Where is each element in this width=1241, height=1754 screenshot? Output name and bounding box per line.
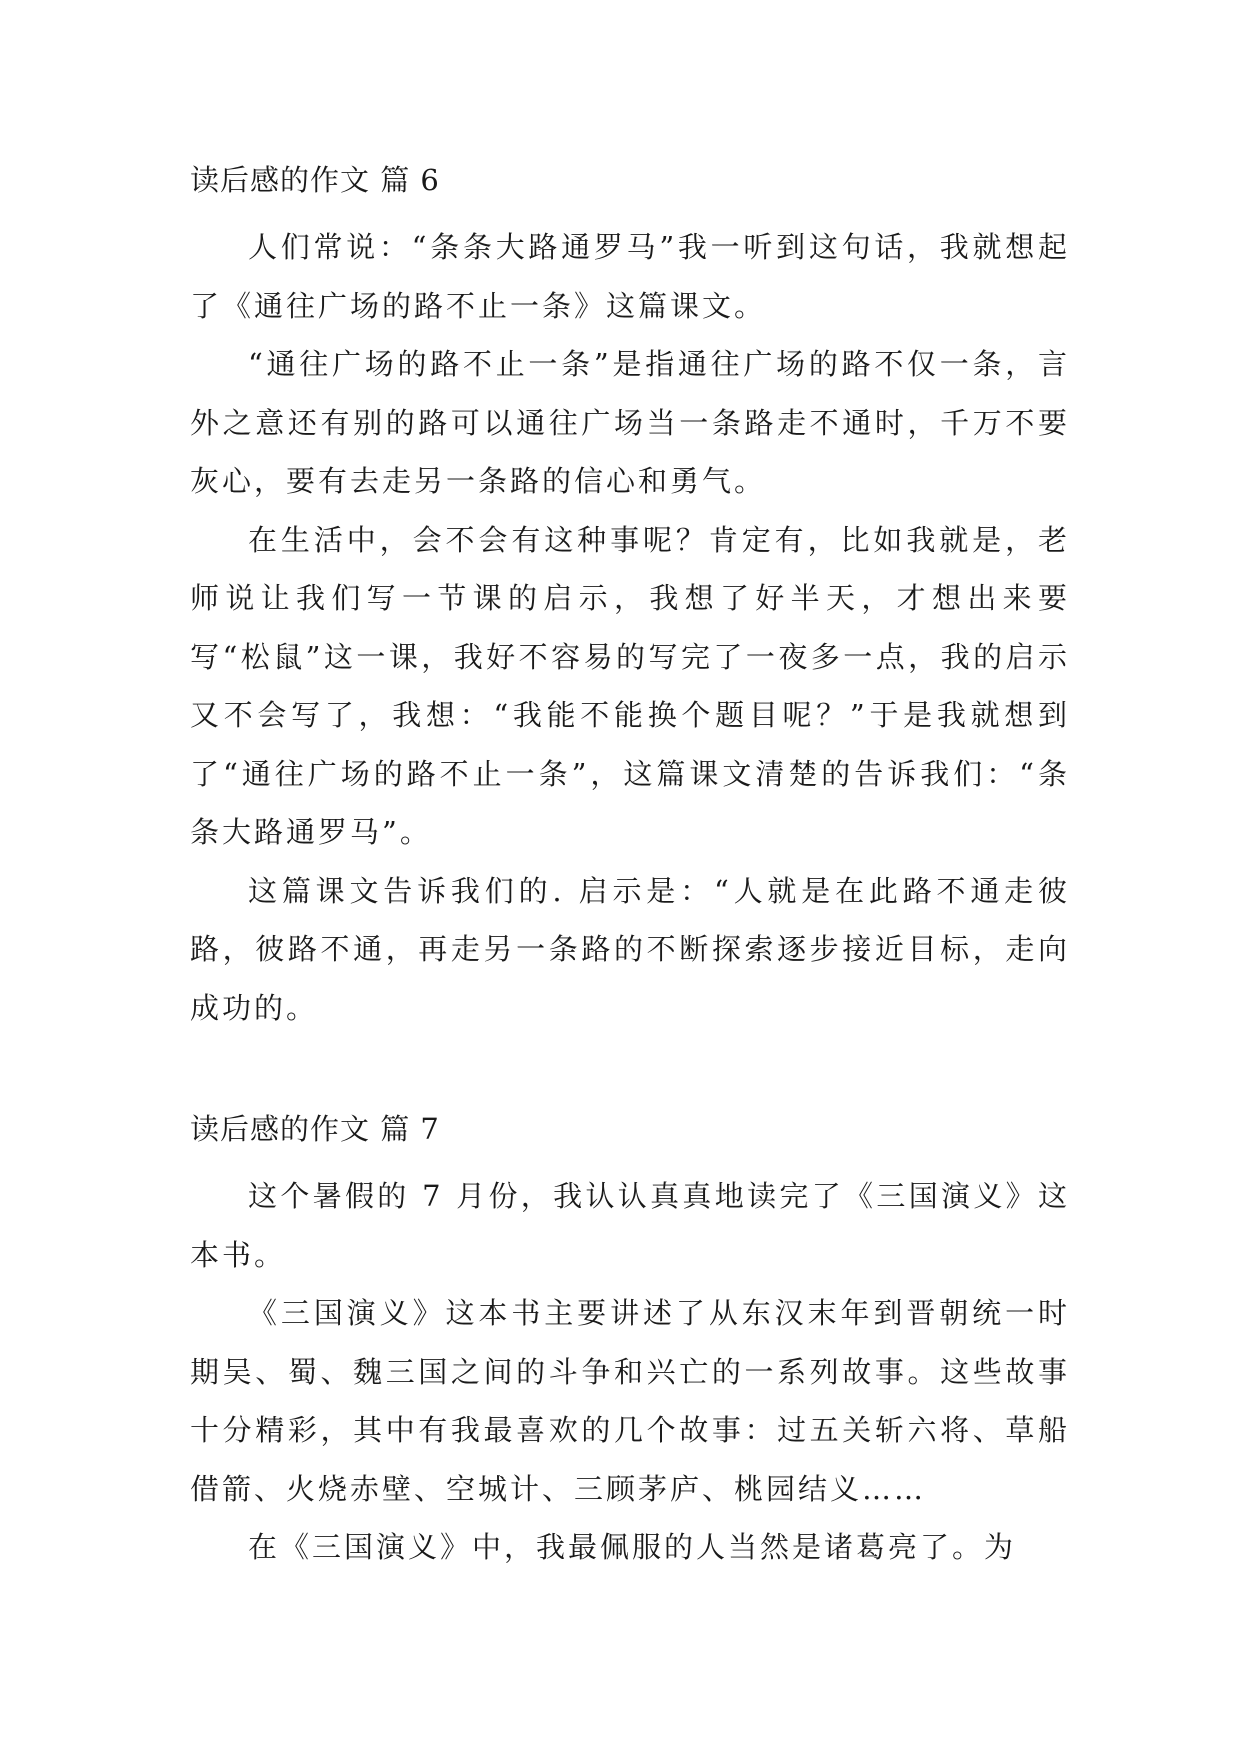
paragraph: 这篇课文告诉我们的. 启示是：“人就是在此路不通走彼路，彼路不通，再走另一条路的不断探索逐步接近目标，走向成功的。 (190, 873, 1070, 1025)
paragraph: 在《三国演义》中，我最佩服的人当然是诸葛亮了。为 (248, 1530, 1017, 1564)
paragraph: 《三国演义》这本书主要讲述了从东汉末年到晋朝统一时期吴、蜀、魏三国之间的斗争和兴亡的一系列故事。这些故事十分精彩，其中有我最喜欢的几个故事：过五关斩六将、草船借箭、火烧赤壁、空城计、三顾茅庐、桃园结义…… (190, 1296, 1070, 1506)
essay-section-7 (190, 1109, 1070, 1577)
paragraph: 这个暑假的 7 月份，我认认真真地读完了《三国演义》这本书。 (190, 1179, 1070, 1272)
paragraph: 人们常说：“条条大路通罗马”我一听到这句话，我就想起了《通往广场的路不止一条》这篇课文。 (190, 230, 1070, 323)
essay-section-6 (190, 160, 1070, 1037)
paragraph: “通往广场的路不止一条”是指通往广场的路不仅一条，言外之意还有别的路可以通往广场当一条路走不通时，千万不要灰心，要有去走另一条路的信心和勇气。 (190, 347, 1070, 498)
section-heading: 读后感的作文 篇 6 (190, 163, 440, 197)
document-page (190, 160, 1070, 1649)
paragraph: 在生活中，会不会有这种事呢？肯定有，比如我就是，老师说让我们写一节课的启示，我想了好半天，才想出来要写“松鼠”这一课，我好不容易的写完了一夜多一点，我的启示又不会写了，我想：“我能不能换个题目呢？”于是我就想到了“通往广场的路不止一条”，这篇课文清楚的告诉我们：“条条大路通罗马”。 (190, 522, 1070, 849)
section-heading: 读后感的作文 篇 7 (190, 1112, 440, 1146)
